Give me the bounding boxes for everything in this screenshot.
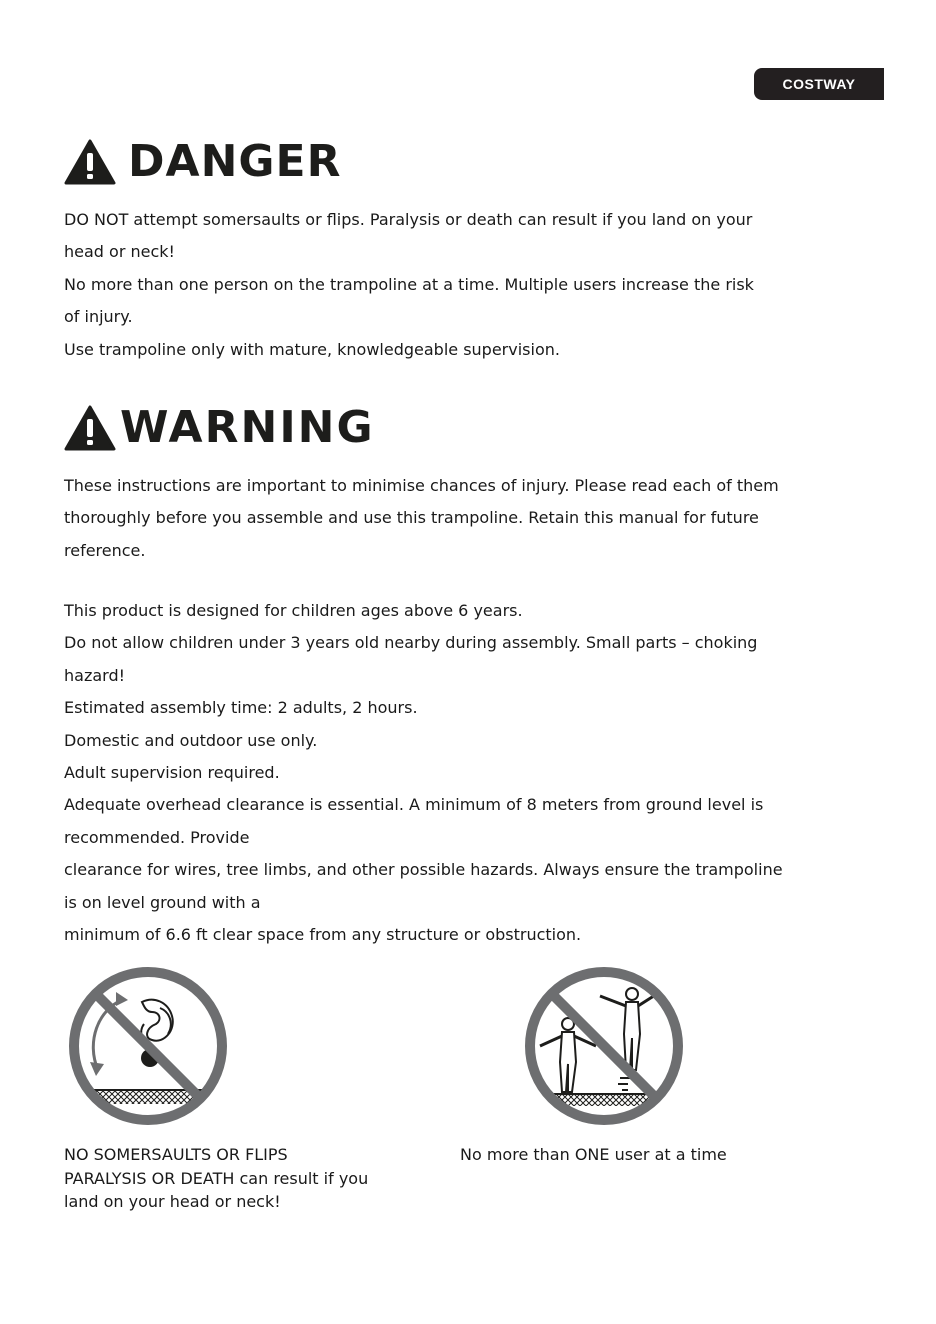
text-line: Adult supervision required.	[64, 763, 280, 783]
text-line: of injury.	[64, 307, 133, 327]
text-line: hazard!	[64, 665, 126, 685]
danger-title: DANGER	[128, 136, 342, 187]
text-line: Adequate overhead clearance is essential. A minimum of 8 meters from ground level is	[64, 795, 764, 815]
text-line: Use trampoline only with mature, knowledgeable supervision.	[64, 339, 560, 359]
text-line: head or neck!	[64, 242, 175, 262]
text-line: minimum of 6.6 ft clear space from any structure or obstruction.	[64, 925, 582, 945]
text-line: clearance for wires, tree limbs, and other possible hazards. Always ensure the trampoline	[64, 860, 783, 880]
danger-heading	[64, 136, 341, 187]
text-line: DO NOT attempt somersaults or flips. Paralysis or death can result if you land on your	[64, 210, 753, 229]
caption-line: NO SOMERSAULTS OR FLIPS	[64, 1145, 288, 1164]
text-line: This product is designed for children ages above 6 years.	[64, 601, 523, 620]
warning-triangle-icon	[64, 139, 116, 185]
sign-caption-one-user	[460, 1143, 820, 1167]
caption-line: PARALYSIS OR DEATH can result if you	[64, 1168, 369, 1188]
warning-title: WARNING	[120, 402, 375, 453]
one-user-only-icon	[520, 962, 688, 1130]
safety-rules	[64, 595, 864, 951]
danger-text	[64, 204, 864, 366]
text-line: Domestic and outdoor use only.	[64, 730, 318, 750]
warning-heading	[64, 402, 375, 453]
no-somersaults-icon	[64, 962, 232, 1130]
brand-logo: COSTWAY	[754, 68, 884, 100]
sign-caption-flips	[64, 1143, 424, 1214]
text-line: is on level ground with a	[64, 892, 261, 912]
text-line: Do not allow children under 3 years old nearby during assembly. Small parts – choking	[64, 633, 758, 653]
text-line: recommended. Provide	[64, 827, 250, 847]
text-line: Estimated assembly time: 2 adults, 2 hours.	[64, 698, 418, 718]
caption-line: No more than ONE user at a time	[460, 1145, 727, 1164]
text-line: reference.	[64, 540, 146, 560]
text-line: thoroughly before you assemble and use this trampoline. Retain this manual for future	[64, 508, 759, 528]
text-line: No more than one person on the trampoline at a time. Multiple users increase the risk	[64, 274, 754, 294]
text-line: These instructions are important to minimise chances of injury. Please read each of them	[64, 476, 779, 495]
caption-line: land on your head or neck!	[64, 1192, 281, 1211]
warning-triangle-icon	[64, 405, 116, 451]
warning-text	[64, 470, 864, 567]
